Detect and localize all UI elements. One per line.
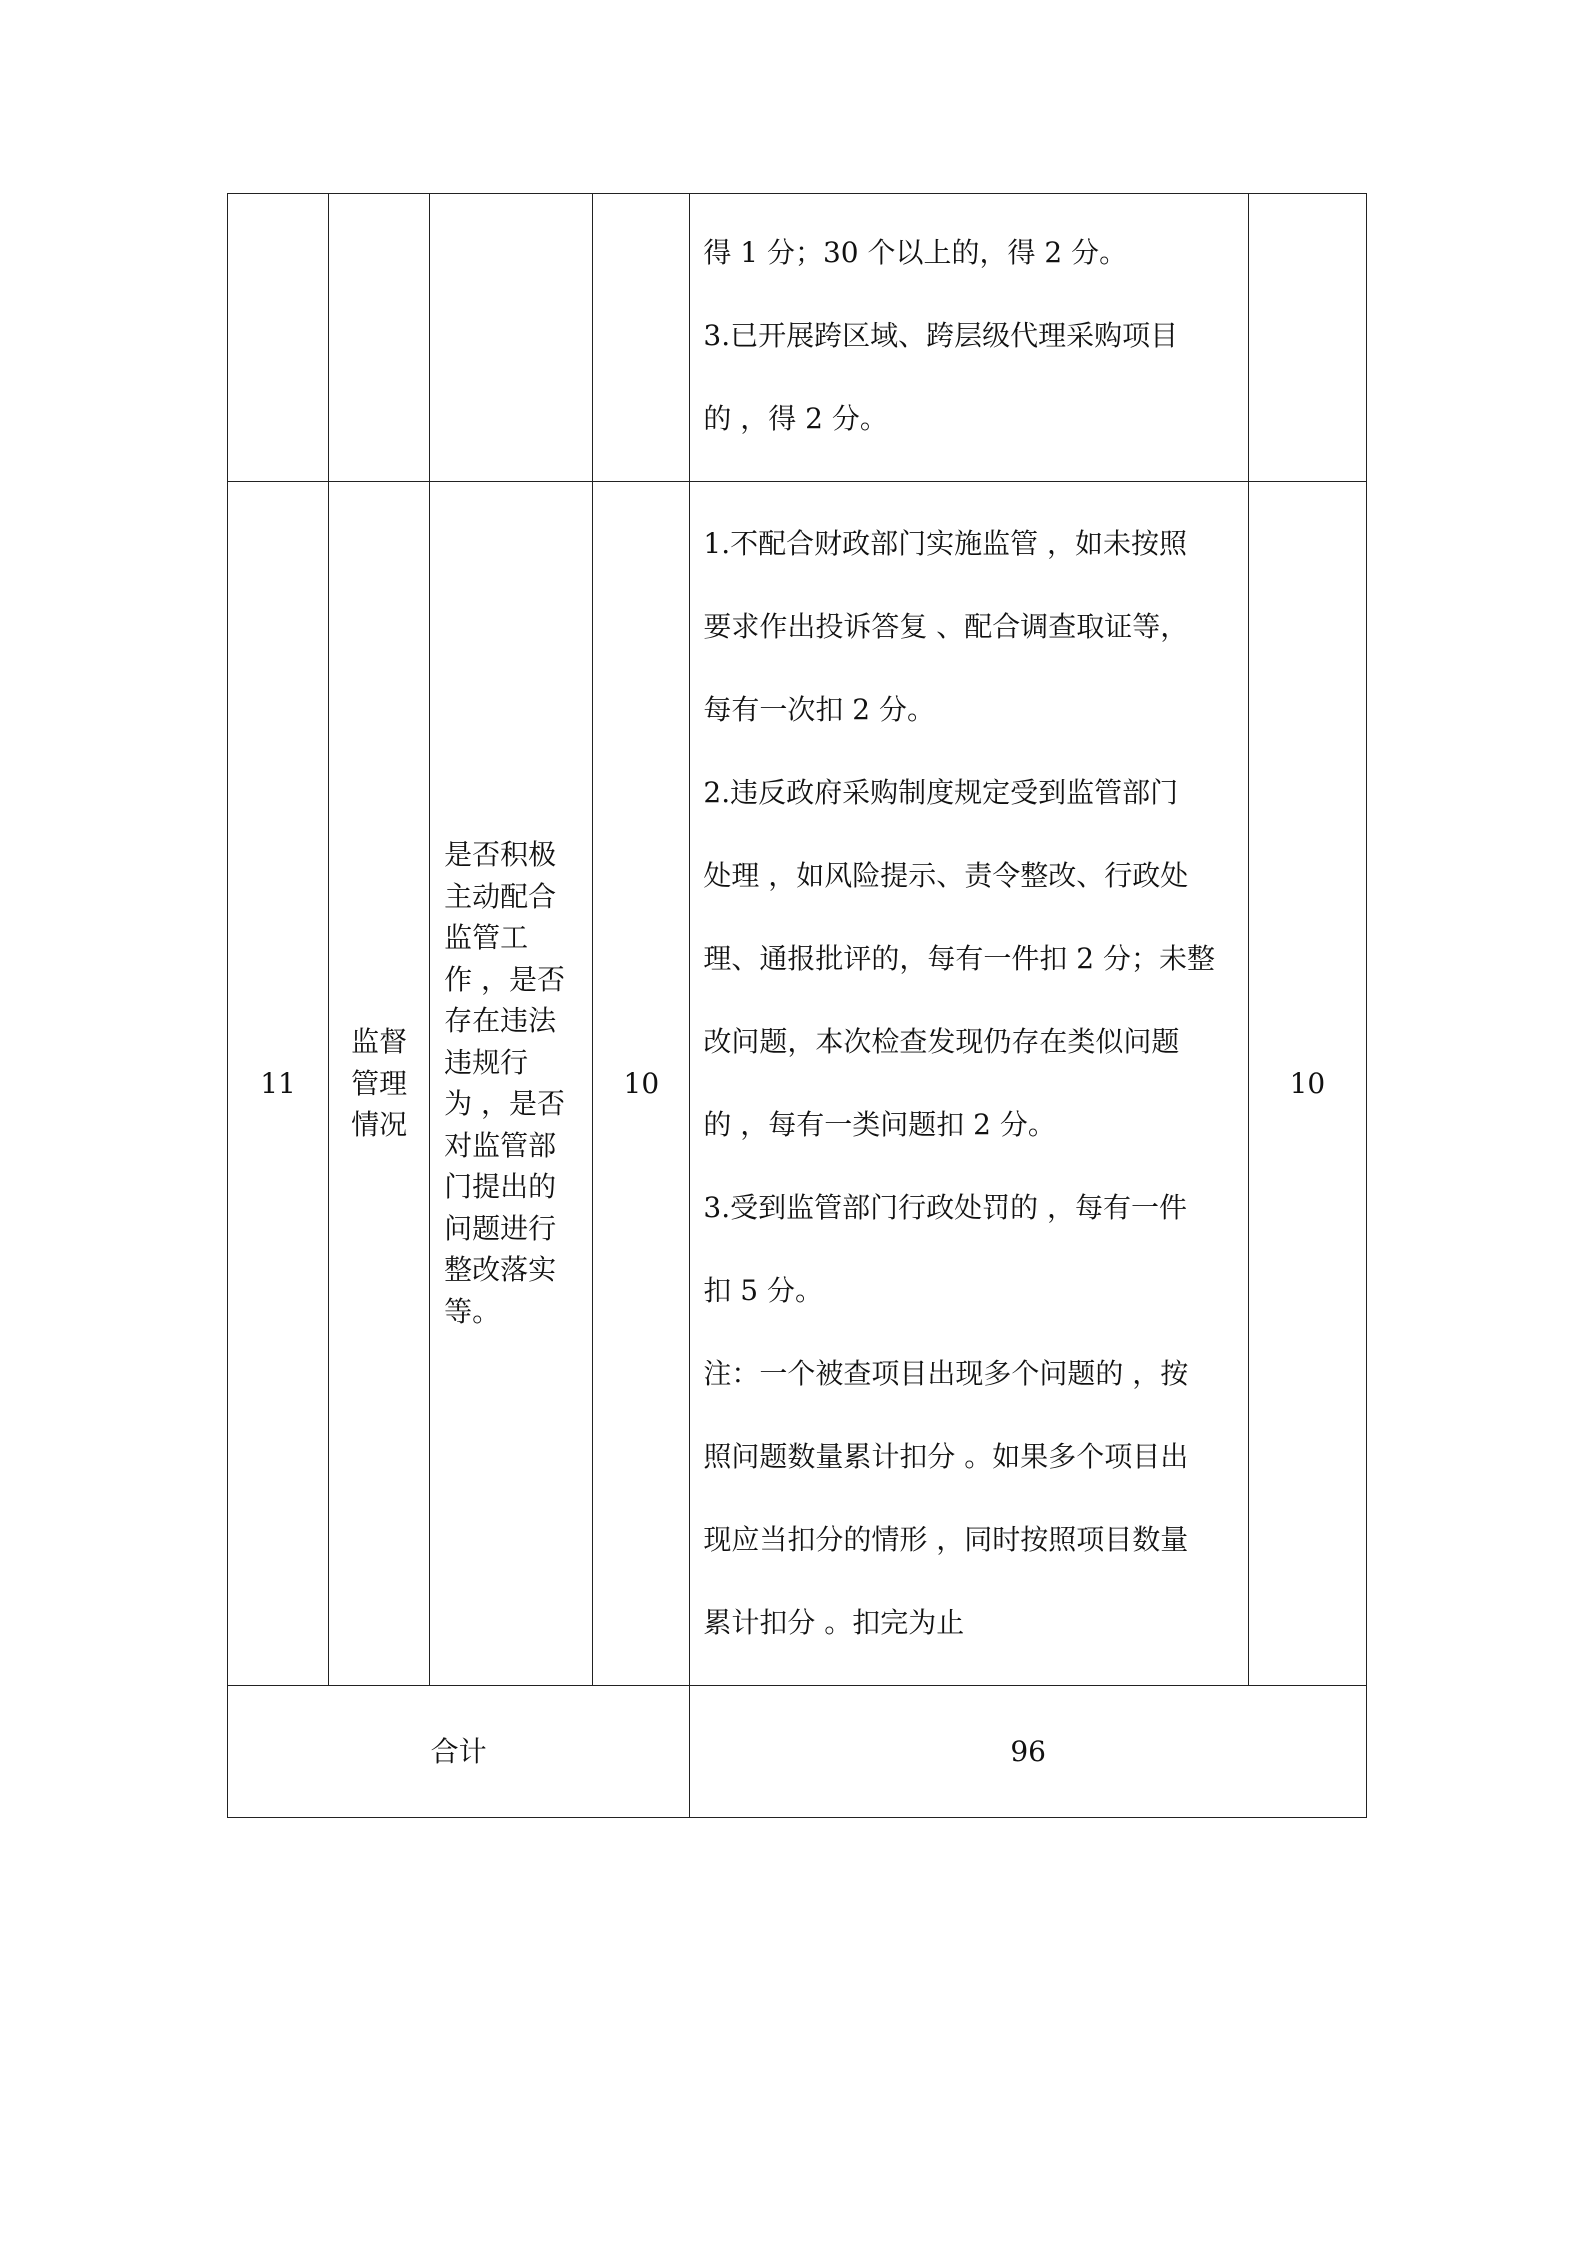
table-row-total (228, 1686, 1367, 1818)
description-text: 是否积极 主动配合 监管工 作 ，是否 存在违法 违规行 为 ，是否 对监管部 门提出的 问题进行 整改落实 等。 (444, 838, 566, 1328)
category-cell (329, 481, 430, 1686)
cell-standard-continuation (690, 194, 1248, 482)
table-row-continuation (228, 194, 1367, 482)
scoring-table (227, 193, 1367, 1818)
standard-line: 累计扣分 。扣完为止 (703, 1606, 965, 1639)
standard-line: 1.不配合财政部门实施监管 ，如未按照 (703, 527, 1187, 560)
standard-line: 的 ，每有一类问题扣 2 分。 (703, 1108, 1056, 1141)
score-cell: 10 (593, 481, 690, 1686)
category-label: 监督 管理 情况 (351, 1025, 408, 1141)
total-label: 合计 (228, 1686, 690, 1818)
standard-line: 的 ，得 2 分。 (703, 401, 888, 435)
row-number: 11 (228, 481, 329, 1686)
cell-number-empty (228, 194, 329, 482)
standard-line: 要求作出投诉答复 、配合调查取证等， (703, 610, 1189, 643)
standard-line: 理、通报批评的，每有一件扣 2 分；未整 (703, 942, 1215, 975)
standard-line: 注：一个被查项目出现多个问题的 ，按 (703, 1357, 1189, 1390)
standard-line: 2.违反政府采购制度规定受到监管部门 (703, 776, 1179, 809)
description-cell (430, 481, 593, 1686)
standard-line: 3.受到监管部门行政处罚的 ，每有一件 (703, 1191, 1187, 1224)
table-row-11 (228, 481, 1367, 1686)
standard-line: 照问题数量累计扣分 。如果多个项目出 (703, 1440, 1189, 1473)
standard-line: 现应当扣分的情形 ，同时按照项目数量 (703, 1523, 1189, 1556)
standard-line: 扣 5 分。 (703, 1274, 823, 1307)
standard-line: 处理 ，如风险提示、责令整改、行政处 (703, 859, 1189, 892)
cell-category-empty (329, 194, 430, 482)
standard-line: 得 1 分；30 个以上的，得 2 分。 (703, 235, 1128, 269)
total-value: 96 (690, 1686, 1367, 1818)
standard-line: 改问题，本次检查发现仍存在类似问题 (703, 1025, 1180, 1058)
standard-cell (690, 481, 1248, 1686)
standard-line: 每有一次扣 2 分。 (703, 693, 935, 726)
standard-line: 3.已开展跨区域、跨层级代理采购项目 (703, 318, 1179, 352)
cell-obtained-empty (1248, 194, 1366, 482)
cell-description-empty (430, 194, 593, 482)
cell-score-empty (593, 194, 690, 482)
obtained-score-cell: 10 (1248, 481, 1366, 1686)
